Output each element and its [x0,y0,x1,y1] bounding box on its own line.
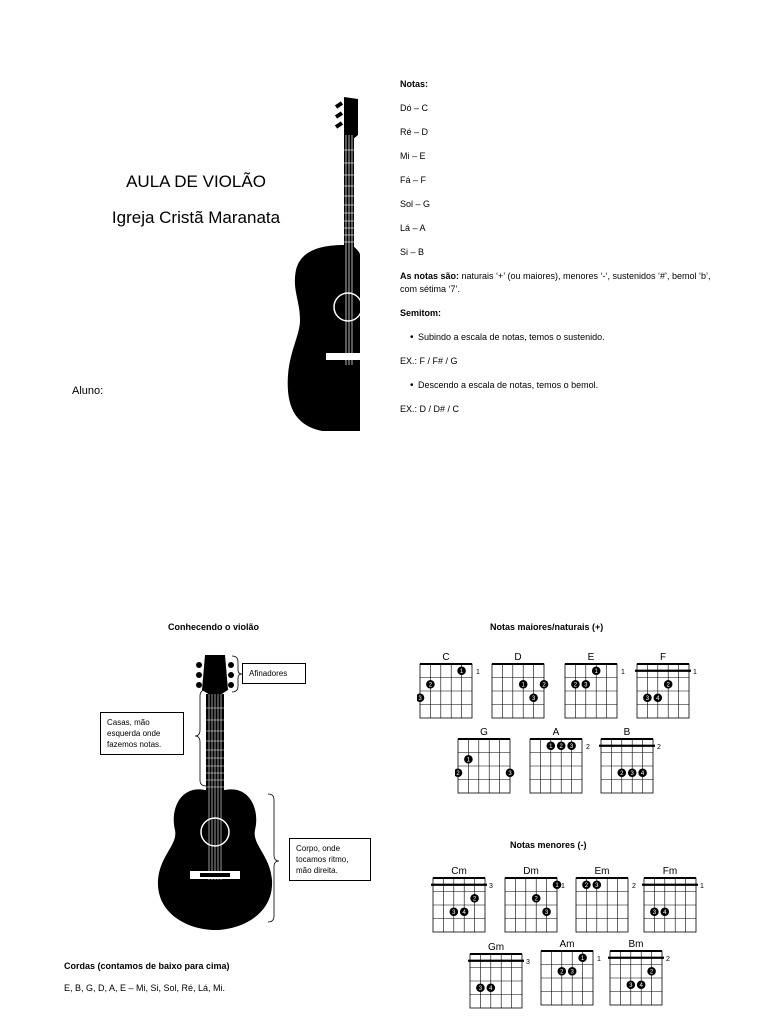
finger-number: 3 [570,969,574,976]
finger-number: 2 [649,969,654,976]
minor-chord-Bm [607,937,673,1007]
finger-number: 2 [560,969,564,976]
finger-number: 3 [595,883,599,890]
chord-name: Bm [628,939,644,950]
finger-number: 3 [544,910,549,917]
minor-chord-Em [573,864,639,934]
note-item: Dó – C [400,103,429,113]
chord-name: C [442,652,450,663]
chord-name: Dm [523,866,539,877]
chord-fret-number: 2 [666,955,670,963]
finger-number: 2 [584,883,589,890]
finger-number: 4 [640,771,645,778]
major-chord-F [634,650,700,720]
chord-fret-number: 2 [586,743,590,751]
chord-name: Gm [487,942,505,953]
semitone-example-1: EX.: F / F# / G [400,356,458,366]
major-chord-E [562,650,628,720]
semitone-example-2: EX.: D / D# / C [400,404,460,414]
frets-callout: Casas, mão esquerda onde fazemos notas. [100,712,184,755]
note-item: Fá – F [400,175,427,185]
body-callout: Corpo, onde tocamos ritmo, mão direita. [289,838,371,881]
tuners-callout: Afinadores [242,663,306,684]
semitone-bullet-1: • Subindo a escala de notas, temos o sustenido. [400,331,720,344]
chord-name: A [552,727,560,738]
chord-fret-number: 1 [700,882,704,890]
major-chord-B [598,725,664,795]
note-item: Ré – D [400,127,429,137]
finger-number: 3 [418,696,422,703]
cover-subtitle: Igreja Cristã Maranata [111,208,281,227]
finger-number: 3 [478,986,483,993]
finger-number: 2 [559,744,563,751]
chord-name: Cm [451,866,467,877]
finger-number: 3 [452,910,456,917]
strings-text: E, B, G, D, A, E – Mi, Si, Sol, Ré, Lá, Mi. [64,983,226,993]
finger-number: 2 [573,682,578,689]
guitar-cover-icon [286,95,362,431]
finger-number: 1 [521,682,525,689]
finger-number: 4 [462,910,466,917]
chord-fret-number: 1 [561,882,565,890]
finger-number: 3 [569,744,574,751]
finger-number: 1 [555,883,559,890]
finger-number: 4 [656,696,660,703]
finger-number: 3 [629,983,633,990]
finger-number: 1 [549,744,553,751]
finger-number: 2 [666,682,670,689]
chord-fret-number: 3 [489,882,493,890]
chord-name: Em [594,866,610,877]
chord-name: G [480,727,488,738]
chord-fret-number: 1 [621,668,625,676]
chord-name: Fm [662,866,678,877]
finger-number: 1 [466,757,471,764]
finger-number: 1 [580,956,585,963]
finger-number: 2 [428,682,433,689]
finger-number: 2 [620,771,624,778]
chord-fret-number: 2 [632,882,636,890]
finger-number: 3 [645,696,650,703]
major-chord-C [417,650,483,720]
chord-fret-number: 1 [693,668,697,676]
finger-number: 2 [472,896,477,903]
finger-number: 1 [459,669,464,676]
chord-fret-number: 1 [597,955,601,963]
notes-section [400,78,720,427]
chord-name: D [514,652,522,663]
minor-chord-Fm [641,864,707,934]
chord-fret-number: 3 [526,958,530,966]
strings-title: Cordas (contamos de baixo para cima) [64,961,230,971]
finger-number: 3 [652,910,657,917]
semitone-bullet-2: • Descendo a escala de notas, temos o bemol. [400,379,720,392]
finger-number: 3 [630,771,634,778]
minor-chord-Am [538,937,604,1007]
major-chord-A [527,725,593,795]
anatomy-brackets [180,650,300,930]
chord-name: B [623,727,631,738]
note-item: Sol – G [400,199,431,209]
chord-name: Am [559,939,575,950]
semitone-heading: Semitom: [400,308,442,318]
chord-name: E [587,652,595,663]
minor-chord-Dm [502,864,568,934]
finger-number: 4 [489,986,493,993]
major-chords-title: Notas maiores/naturais (+) [490,622,604,632]
student-label: Aluno: [72,385,104,397]
note-item: Mi – E [400,151,426,161]
anatomy-title: Conhecendo o violão [168,622,260,632]
finger-number: 2 [534,896,538,903]
major-chord-G [455,725,521,795]
finger-number: 3 [584,682,588,689]
chord-name: F [659,652,667,663]
finger-number: 4 [663,910,667,917]
cover-title: AULA DE VIOLÃO [126,172,266,191]
minor-chords-title: Notas menores (-) [510,840,587,850]
note-item: Si – B [400,247,425,257]
finger-number: 3 [508,771,512,778]
notes-heading: Notas: [400,79,429,89]
finger-number: 3 [531,696,536,703]
minor-chord-Cm [430,864,496,934]
finger-number: 2 [542,682,546,689]
finger-number: 1 [594,669,598,676]
note-types: As notas são: naturais ‘+’ (ou maiores), menores ‘-‘, sustenidos ‘#’, bemol ‘b’, com sétima ‘7’. [400,271,711,294]
finger-number: 4 [639,983,643,990]
minor-chord-Gm [467,940,533,1010]
major-chord-D [489,650,555,720]
chord-fret-number: 1 [476,668,480,676]
chord-fret-number: 2 [657,743,661,751]
note-item: Lá – A [400,223,426,233]
finger-number: 2 [456,771,460,778]
